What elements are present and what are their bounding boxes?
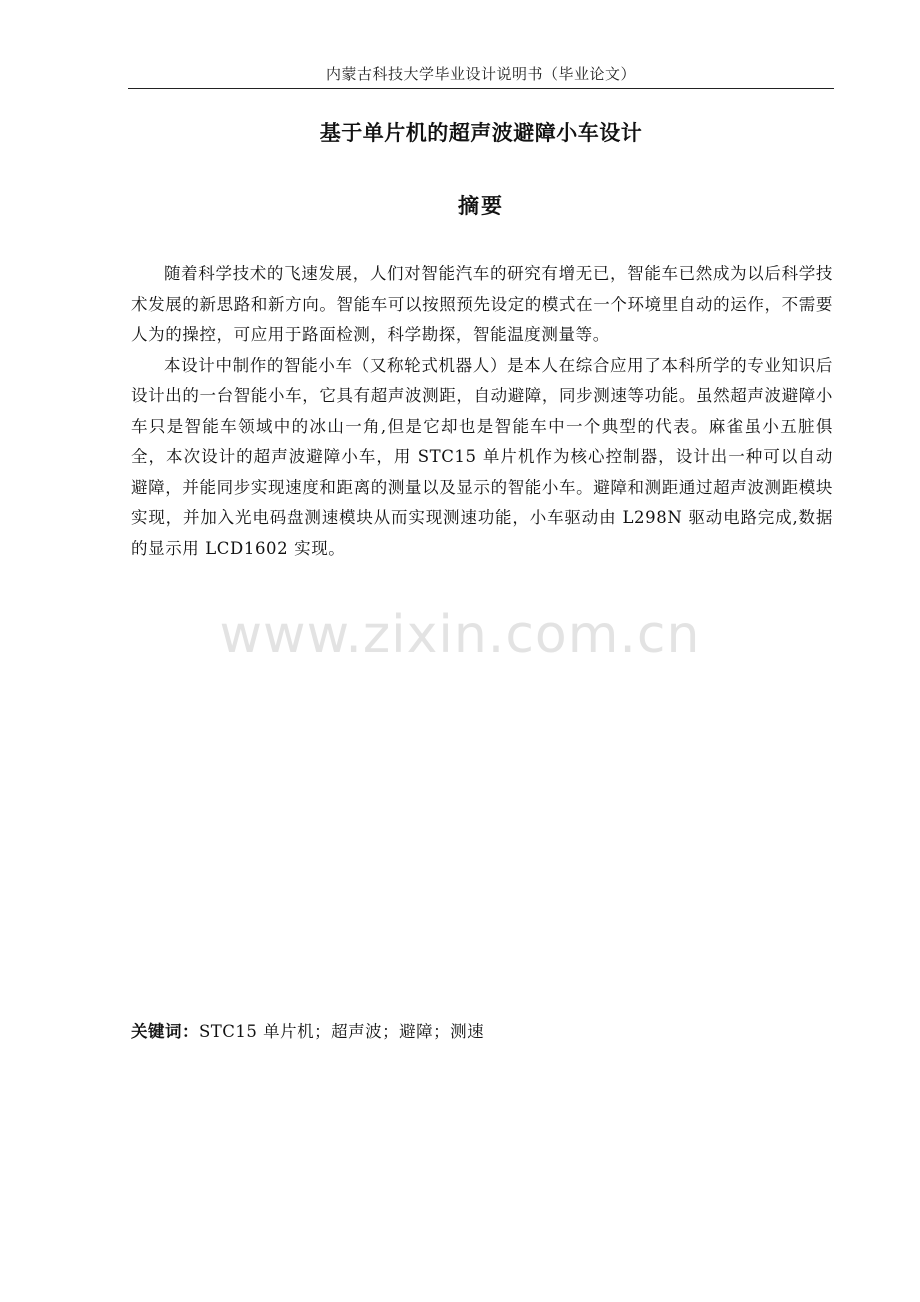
abstract-body [131, 259, 833, 564]
abstract-paragraph: 本设计中制作的智能小车（又称轮式机器人）是本人在综合应用了本科所学的专业知识后设计出的一台智能小车，它具有超声波测距，自动避障，同步测速等功能。虽然超声波避障小车只是智能车领域中的冰山一角,但是它却也是智能车中一个典型的代表。麻雀虽小五脏俱全，本次设计的超声波避障小车，用 STC15 单片机作为核心控制器，设计出一种可以自动避障，并能同步实现速度和距离的测量以及显示的智能小车。避障和测距通过超声波测距模块实现，并加入光电码盘测速模块从而实现测速功能，小车驱动由 L298N 驱动电路完成,数据的显示用 LCD1602 实现。 [131, 355, 833, 558]
running-header: 内蒙古科技大学毕业设计说明书（毕业论文） [325, 65, 636, 83]
header-rule [128, 88, 834, 89]
document-title: 基于单片机的超声波避障小车设计 [319, 121, 643, 145]
keywords-label: 关键词： [131, 1022, 199, 1041]
keywords-line [131, 1018, 833, 1046]
abstract-heading: 摘要 [458, 194, 504, 218]
keywords-value: STC15 单片机；超声波；避障；测速 [199, 1022, 485, 1041]
watermark: www.zixin.com.cn [219, 605, 701, 665]
abstract-paragraph: 随着科学技术的飞速发展，人们对智能汽车的研究有增无已，智能车已然成为以后科学技术发展的新思路和新方向。智能车可以按照预先设定的模式在一个环境里自动的运作，不需要人为的操控，可应用于路面检测，科学勘探，智能温度测量等。 [131, 264, 833, 344]
